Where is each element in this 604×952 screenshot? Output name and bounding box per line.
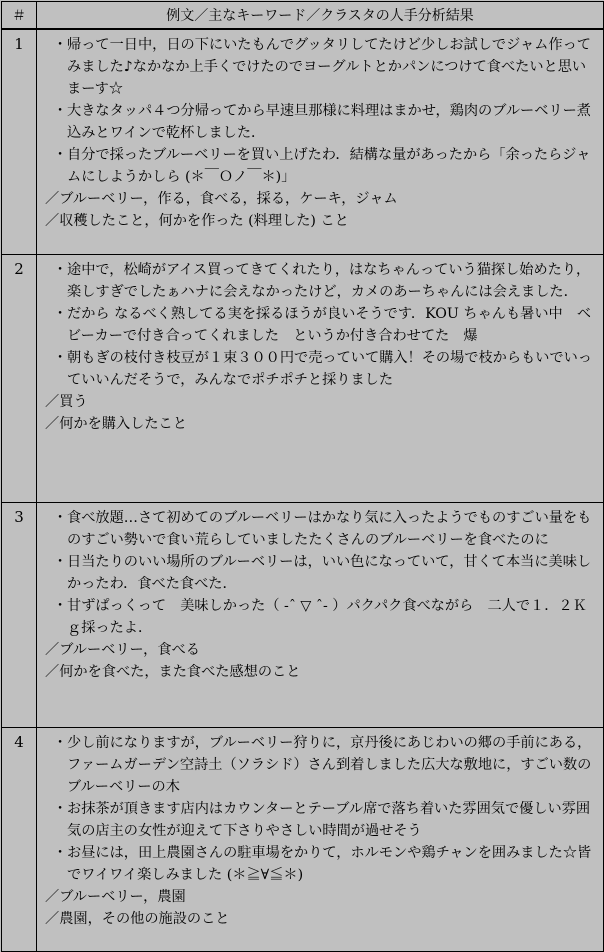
- row-content: [37, 728, 604, 952]
- example-sentence: ・ 少し前になりますが，ブルーベリー狩りに，京丹後にあじわいの郷の手前にある，ファームガーデン空詩土（ソラシド）さん到着しました広大な敷地に，すごい数のブルーベリーの木: [53, 735, 592, 795]
- keywords: ／ブルーベリー，食べる: [45, 642, 200, 658]
- table-row: [2, 29, 604, 255]
- example-sentence: ・ 大きなタッパ４つ分帰ってから早速旦那様に料理はまかせ，鶏肉のブルーベリー煮込みとワインで乾杯しました．: [53, 103, 591, 141]
- header-num: ＃: [2, 2, 37, 30]
- row-number: 4: [2, 728, 37, 952]
- example-sentence: ・ お抹茶が頂きます店内はカウンターとテーブル席で落ち着いた雰囲気で優しい雰囲気の店主の女性が迎えて下さりやさしい時間が過せそう: [53, 801, 591, 839]
- analysis-result: ／農園，その他の施設のこと: [45, 911, 230, 927]
- row-content: [37, 29, 604, 255]
- example-sentence: ・ 帰って一日中，日の下にいたもんでグッタリしてたけど少しお試しでジャム作ってみました♪なかなか上手くでけたのでヨーグルトとかパンにつけて食べたいと思いまーす☆: [53, 37, 591, 97]
- keywords: ／ブルーベリー，作る，食べる，採る，ケーキ，ジャム: [45, 191, 398, 207]
- example-sentence: ・ 日当たりのいい場所のブルーベリーは，いい色になっていて，甘くて本当に美味しかったわ．食べた食べた．: [53, 554, 592, 592]
- header-row: [2, 2, 604, 30]
- analysis-result: ／何かを購入したこと: [45, 416, 187, 432]
- row-number: 2: [2, 255, 37, 503]
- example-sentence: ・ 途中で，松崎がアイス買ってきてくれたり，はなちゃんっていう猫探し始めたり，楽しすぎでしたぁハナに会えなかったけど，カメのあーちゃんには会えました．: [53, 262, 591, 300]
- example-sentence: ・ 食べ放題…さて初めてのブルーベリーはかなり気に入ったようでものすごい量をものすごい勢いで食い荒らしていましたたくさんのブルーベリーを食べたのに: [53, 510, 592, 548]
- row-content: [37, 255, 604, 503]
- analysis-result: ／収穫したこと，何かを作った (料理した) こと: [45, 213, 349, 229]
- row-content: [37, 503, 604, 728]
- table-row: [2, 728, 604, 952]
- table-row: [2, 255, 604, 503]
- keywords: ／買う: [45, 394, 88, 410]
- row-number: 3: [2, 503, 37, 728]
- example-sentence: ・ だから なるべく熟してる実を採るほうが良いそうです．KOU ちゃんも暑い中 ベビーカーで付き合ってくれました というか付き合わせてた 爆: [53, 306, 592, 344]
- example-sentence: ・ 甘ずぱっくって 美味しかった（ -ˆ ▽ ˆ- ）パクパク食べながら 二人で１．２Ｋｇ採ったよ．: [53, 598, 587, 636]
- analysis-table: [1, 1, 604, 952]
- header-content: 例文／主なキーワード／クラスタの人手分析結果: [37, 2, 604, 30]
- table-row: [2, 503, 604, 728]
- row-number: 1: [2, 29, 37, 255]
- analysis-result: ／何かを食べた，また食べた感想のこと: [45, 664, 301, 680]
- example-sentence: ・ 朝もぎの枝付き枝豆が１束３００円で売っていて購入！その場で枝からもいでいっていいんだそうで，みんなでポチポチと採りました: [53, 350, 592, 388]
- keywords: ／ブルーベリー，農園: [45, 889, 186, 905]
- example-sentence: ・ お昼には，田上農園さんの駐車場をかりて，ホルモンや鶏チャンを囲みました☆皆でワイワイ楽しみました (＊≧∀≦＊): [53, 845, 592, 883]
- example-sentence: ・ 自分で採ったブルーベリーを買い上げたわ．結構な量があったから「余ったらジャムにしようかしら (＊￣Ｏノ￣＊)」: [53, 147, 591, 185]
